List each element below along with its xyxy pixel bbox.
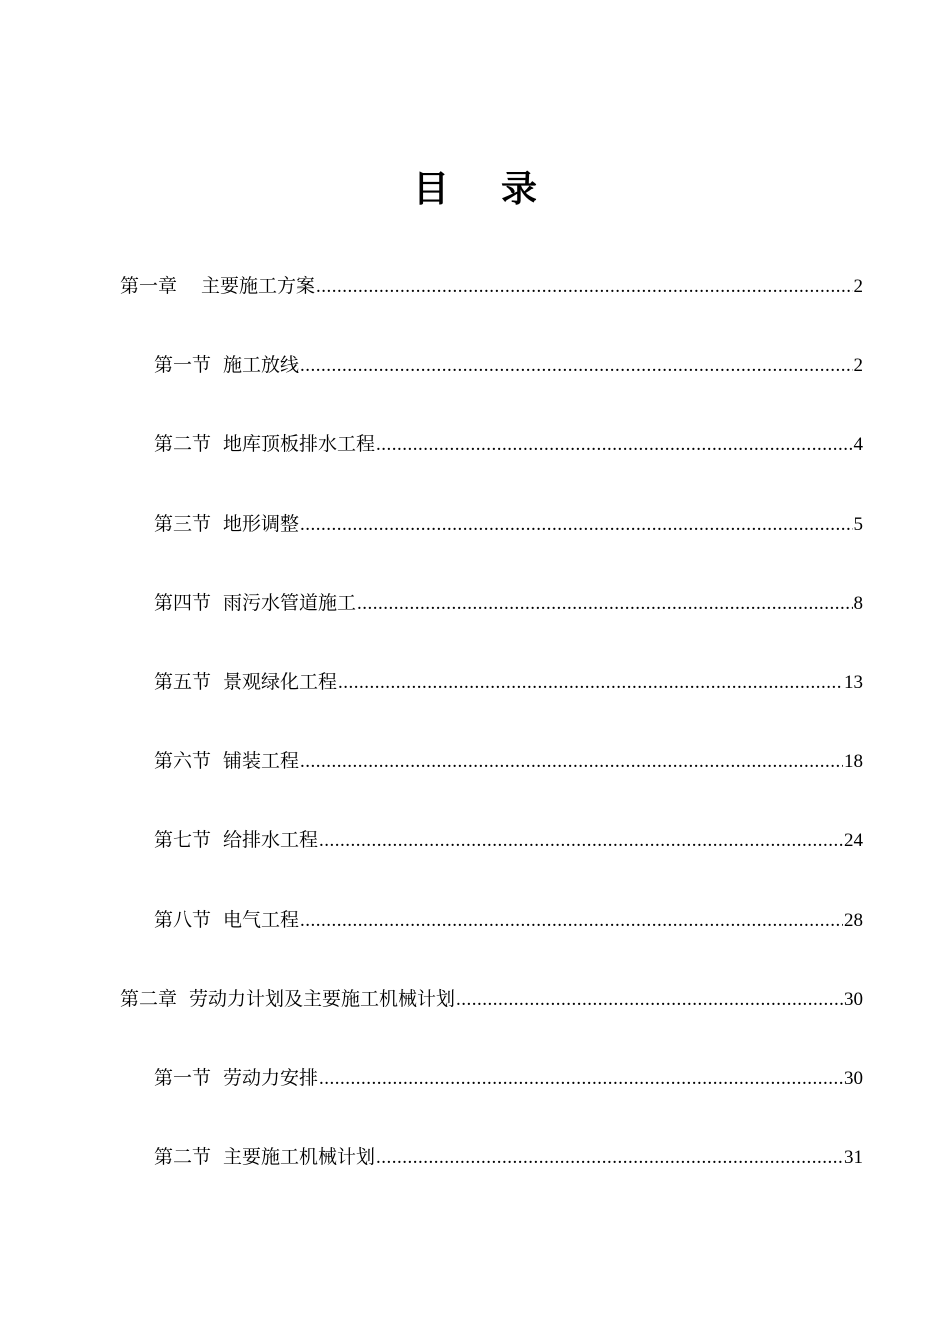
- toc-entry-section-1-8[interactable]: [120, 900, 863, 979]
- toc-leader-dots: [456, 980, 843, 1020]
- toc-entry-text: 主要施工机械计划: [223, 1146, 376, 1169]
- toc-entry-number: 第三节: [154, 512, 212, 535]
- toc-entry-number: 第七节: [154, 829, 212, 852]
- toc-entry-section-1-2[interactable]: [120, 424, 863, 503]
- toc-entry-page: 2: [853, 276, 863, 297]
- toc-leader-dots: [376, 1138, 843, 1178]
- toc-entry-label: [154, 1058, 318, 1098]
- toc-entry-text: 景观绿化工程: [223, 670, 338, 693]
- toc-leader-dots: [300, 346, 852, 386]
- toc-entry-text: 主要施工方案: [201, 275, 316, 297]
- toc-entry-number: 第六节: [154, 750, 212, 773]
- toc-entry-section-2-2[interactable]: [120, 1137, 863, 1216]
- toc-entry-label: [154, 1137, 375, 1177]
- toc-leader-dots: [300, 901, 843, 941]
- toc-entry-label: [154, 345, 299, 385]
- toc-entry-text: 劳动力计划及主要施工机械计划: [189, 987, 456, 1010]
- toc-entry-text: 电气工程: [223, 908, 300, 931]
- toc-entry-number: 第一节: [154, 1066, 212, 1089]
- toc-entry-text: 给排水工程: [223, 829, 319, 852]
- toc-entry-label: [154, 504, 299, 544]
- toc-entry-label: [120, 979, 455, 1019]
- toc-entry-number: 第一节: [154, 354, 212, 377]
- toc-entry-page: 30: [844, 1067, 863, 1089]
- toc-entry-section-1-5[interactable]: [120, 662, 863, 741]
- toc-title-char-2: 录: [501, 169, 590, 210]
- toc-entry-label: [154, 900, 299, 940]
- toc-entry-section-1-4[interactable]: [120, 583, 863, 662]
- toc-entry-page: 5: [853, 513, 863, 535]
- toc-entry-number: 第一章: [120, 275, 178, 297]
- toc-leader-dots: [319, 821, 843, 861]
- toc-entry-text: 施工放线: [223, 354, 300, 377]
- toc-entry-section-2-1[interactable]: [120, 1058, 863, 1137]
- toc-entry-label: [120, 266, 315, 306]
- toc-entry-number: 第二章: [120, 987, 178, 1010]
- toc-entry-section-1-7[interactable]: [120, 820, 863, 899]
- toc-entry-section-1-1[interactable]: [120, 345, 863, 424]
- toc-entry-section-1-6[interactable]: [120, 741, 863, 820]
- toc-entry-chapter-1[interactable]: [120, 266, 863, 345]
- toc-entry-section-1-3[interactable]: [120, 504, 863, 583]
- toc-entry-label: [154, 741, 299, 781]
- table-of-contents: [120, 266, 863, 1216]
- toc-entry-label: [154, 583, 356, 623]
- toc-entry-label: [154, 662, 337, 702]
- toc-leader-dots: [338, 663, 843, 703]
- toc-leader-dots: [357, 584, 852, 624]
- toc-entry-label: [154, 820, 318, 860]
- toc-entry-text: 地库顶板排水工程: [223, 433, 376, 456]
- toc-entry-label: [154, 424, 375, 464]
- toc-entry-page: 24: [844, 830, 863, 852]
- toc-entry-chapter-2[interactable]: [120, 979, 863, 1058]
- toc-leader-dots: [300, 505, 852, 545]
- toc-entry-page: 28: [844, 909, 863, 931]
- toc-title: [0, 168, 950, 212]
- toc-entry-text: 铺装工程: [223, 750, 300, 773]
- toc-title-char-1: 目: [412, 169, 501, 210]
- toc-entry-page: 13: [844, 671, 863, 693]
- toc-entry-page: 4: [853, 434, 863, 456]
- toc-entry-text: 雨污水管道施工: [223, 591, 357, 614]
- toc-entry-number: 第五节: [154, 670, 212, 693]
- toc-leader-dots: [300, 742, 843, 782]
- toc-entry-page: 30: [844, 988, 863, 1010]
- toc-entry-text: 地形调整: [223, 512, 300, 535]
- toc-leader-dots: [319, 1059, 843, 1099]
- toc-entry-page: 18: [844, 751, 863, 773]
- toc-entry-page: 2: [853, 355, 863, 377]
- toc-entry-page: 31: [844, 1147, 863, 1169]
- toc-entry-number: 第二节: [154, 433, 212, 456]
- toc-entry-number: 第四节: [154, 591, 212, 614]
- toc-leader-dots: [376, 425, 852, 465]
- toc-entry-number: 第八节: [154, 908, 212, 931]
- toc-entry-page: 8: [853, 592, 863, 614]
- toc-entry-text: 劳动力安排: [223, 1066, 319, 1089]
- toc-entry-number: 第二节: [154, 1146, 212, 1169]
- toc-leader-dots: [316, 267, 852, 307]
